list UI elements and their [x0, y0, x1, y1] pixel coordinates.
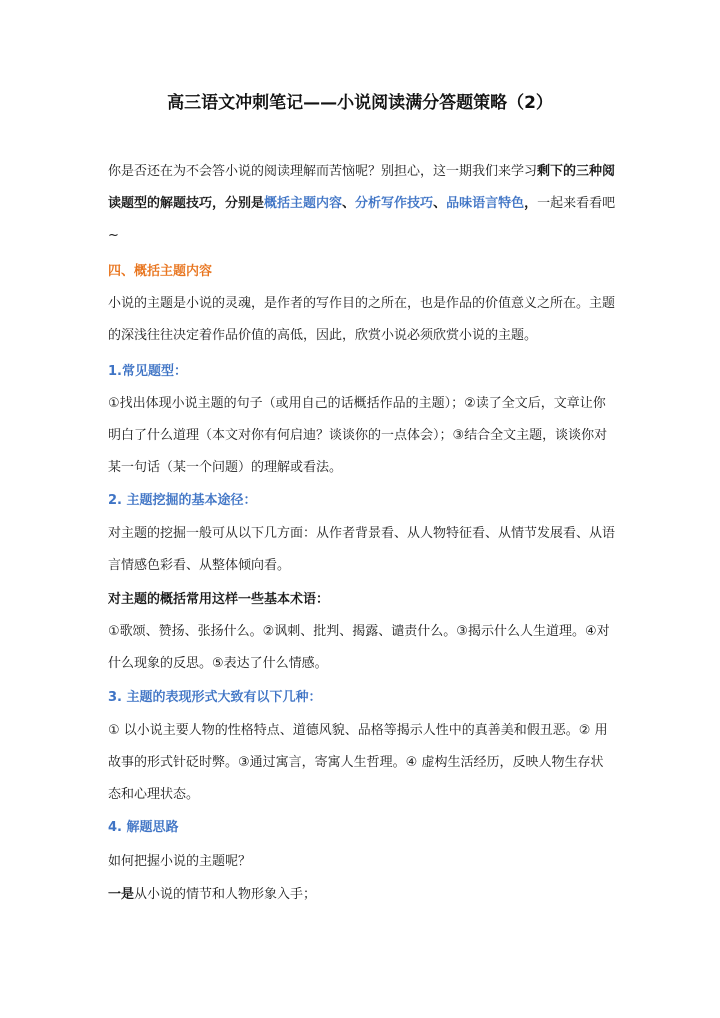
intro-text-2: 一起来看看吧~ — [108, 196, 616, 243]
question-types-paragraph: ①找出体现小说主题的句子（或用自己的话概括作品的主题）；②读了全文后，文章让你明白了什么道理（本文对你有何启迪？谈谈你的一点体会）；③结合全文主题，谈谈你对某一句话（某一个问题）的理解或看法。 — [108, 396, 608, 475]
common-terms-paragraph: ①歌颂、赞扬、张扬什么。②讽刺、批判、揭露、谴责什么。③揭示什么人生道理。④对什么现象的反思。⑤表达了什么情感。 — [108, 624, 610, 671]
point-1-text: 从小说的情节和人物形象入手； — [134, 887, 317, 902]
subheading-theme-expression-forms: 3. 主题的表现形式大致有以下几种： — [108, 690, 322, 705]
page-title: 高三语文冲刺笔记——小说阅读满分答题策略（2） — [167, 93, 553, 113]
keyword-language-features: 品味语言特色 — [446, 196, 525, 211]
subheading-theme-mining-approaches: 2. 主题挖掘的基本途径： — [108, 493, 257, 508]
subheading-common-question-types: 1.常见题型： — [108, 364, 187, 379]
intro-bold-1: 剩下的三种阅读题型的解题技巧，分别是 — [108, 164, 616, 211]
intro-paragraph — [108, 156, 616, 252]
expression-forms-paragraph: ① 以小说主要人物的性格特点、道德风貌、品格等揭示人性中的真善美和假丑恶。② 用故事的形式针砭时弊。③通过寓言，寄寓人生哲理。④ 虚构生活经历，反映人物生存状态和心理状态。 — [108, 723, 608, 802]
keyword-summarize-theme: 概括主题内容 — [264, 196, 343, 211]
separator-2: 、 — [433, 196, 447, 211]
section-4-paragraph: 小说的主题是小说的灵魂，是作者的写作目的之所在，也是作品的价值意义之所在。主题的深浅往往决定着作品价值的高低，因此，欣赏小说必须欣赏小说的主题。 — [108, 296, 616, 343]
intro-text-1: 你是否还在为不会答小说的阅读理解而苦恼呢？别担心，这一期我们来学习 — [108, 164, 538, 179]
solution-point-1 — [108, 879, 616, 911]
separator-1: 、 — [342, 196, 356, 211]
subheading-common-terms: 对主题的概括常用这样一些基本术语： — [108, 592, 330, 607]
solution-question: 如何把握小说的主题呢？ — [108, 854, 252, 869]
section-heading-4: 四、概括主题内容 — [108, 264, 213, 279]
approaches-paragraph: 对主题的挖掘一般可从以下几方面：从作者背景看、从人物特征看、从情节发展看、从语言情感色彩看、从整体倾向看。 — [108, 526, 616, 573]
keyword-writing-technique: 分析写作技巧 — [355, 196, 434, 211]
intro-bold-2: ， — [524, 196, 538, 211]
subheading-solution-approach: 4. 解题思路 — [108, 820, 179, 835]
point-1-label: 一是 — [108, 887, 135, 902]
